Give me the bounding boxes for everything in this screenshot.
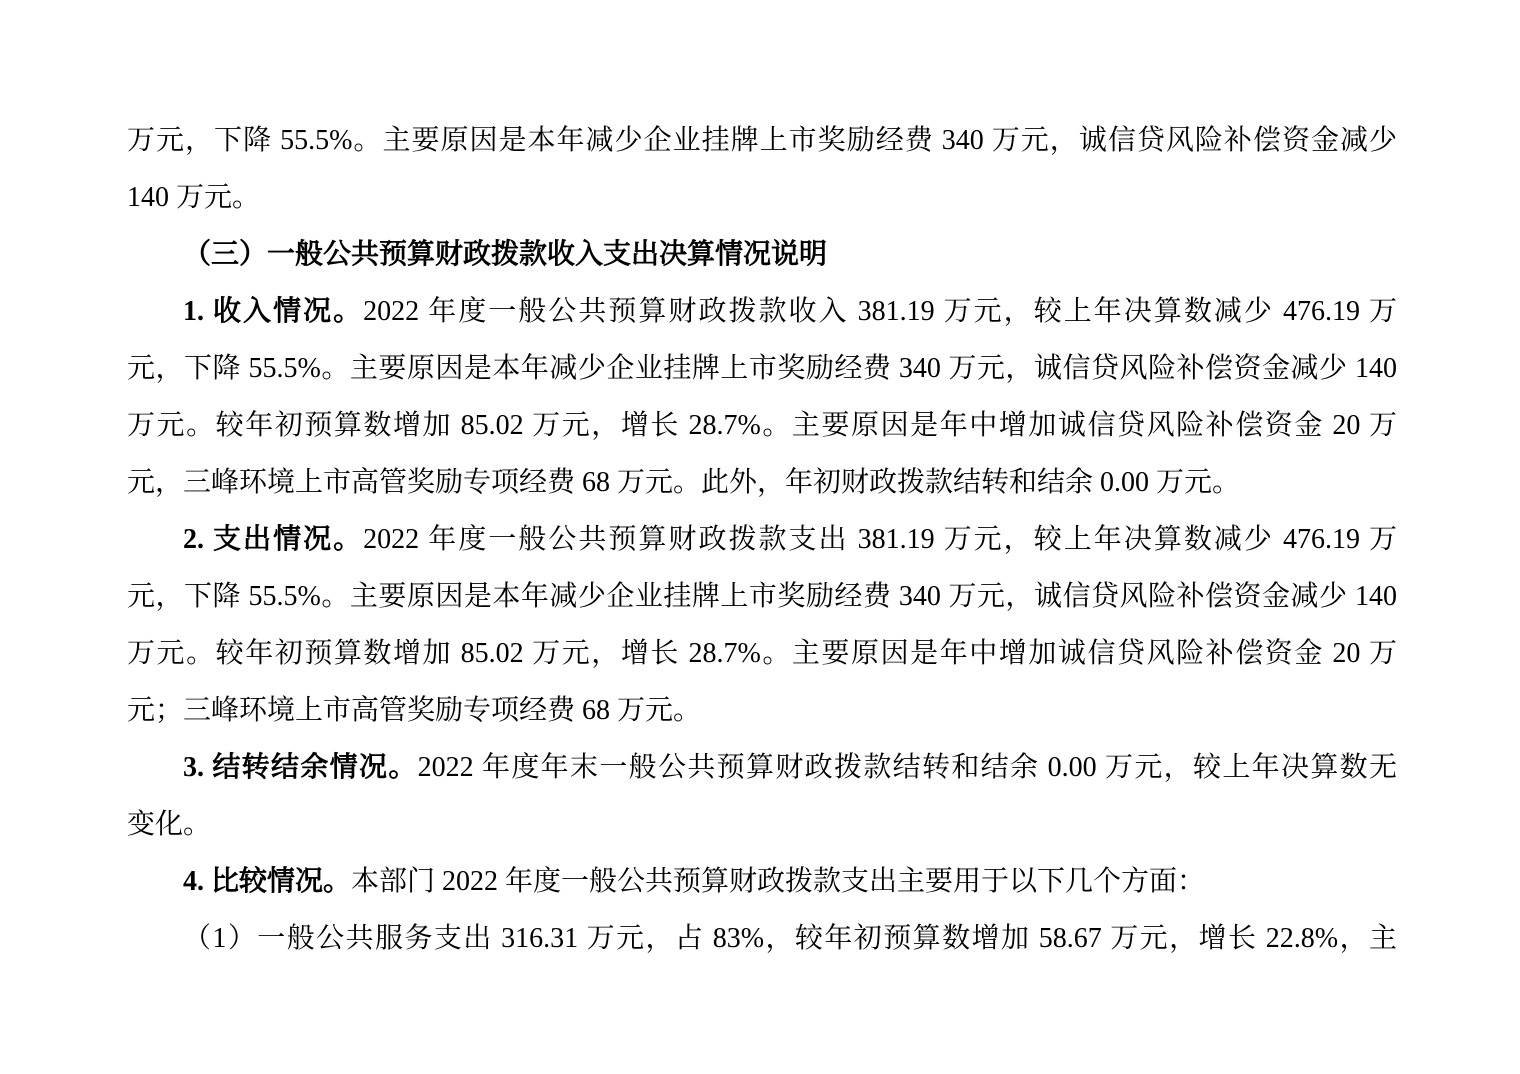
line-text: （1）一般公共服务支出 316.31 万元，占 83%，较年初预算数增加 58.67 万元，增长 22.8%，主 [183,923,1397,954]
paragraph-last-line [127,454,1397,511]
paragraph-line [127,340,1397,397]
paragraph-last-line [127,682,1397,739]
line-text: 元，三峰环境上市高管奖励专项经费 68 万元。此外，年初财政拨款结转和结余 0.00 万元。 [127,467,1241,498]
paragraph-last-line [127,796,1397,853]
paragraph-first-line [127,283,1397,340]
line-text: 万元。较年初预算数增加 85.02 万元，增长 28.7%。主要原因是年中增加诚信贷风险补偿资金 20 万 [127,410,1397,441]
line-text: 元，下降 55.5%。主要原因是本年减少企业挂牌上市奖励经费 340 万元，诚信贷风险补偿资金减少 140 [127,581,1397,612]
paragraph-lead: 4. 比较情况。 [183,866,352,897]
line-text: 2022 年度一般公共预算财政拨款支出 381.19 万元，较上年决算数减少 476.19 万 [363,524,1397,555]
document-body [127,112,1397,967]
paragraph-line [127,568,1397,625]
paragraph-lead: 1. 收入情况。 [183,296,364,327]
paragraph-first-line [127,853,1397,910]
paragraph-first-line [127,739,1397,796]
line-text: 2022 年度一般公共预算财政拨款收入 381.19 万元，较上年决算数减少 476.19 万 [363,296,1397,327]
paragraph-lead: 2. 支出情况。 [183,524,364,555]
line-text: 2022 年度年末一般公共预算财政拨款结转和结余 0.00 万元，较上年决算数无 [417,752,1397,783]
line-text: 本部门 2022 年度一般公共预算财政拨款支出主要用于以下几个方面： [351,866,1206,897]
line-text: 140 万元。 [127,182,261,213]
line-text: 变化。 [127,809,212,840]
paragraph-last-line [127,169,1397,226]
line-text: 元；三峰环境上市高管奖励专项经费 68 万元。 [127,695,702,726]
heading-text: （三）一般公共预算财政拨款收入支出决算情况说明 [183,239,828,270]
paragraph-line [127,625,1397,682]
line-text: 万元，下降 55.5%。主要原因是本年减少企业挂牌上市奖励经费 340 万元，诚信贷风险补偿资金减少 [127,125,1397,156]
paragraph-first-line [127,511,1397,568]
line-text: 万元。较年初预算数增加 85.02 万元，增长 28.7%。主要原因是年中增加诚信贷风险补偿资金 20 万 [127,638,1397,669]
section-heading [127,226,1397,283]
paragraph-continuation-line [127,112,1397,169]
paragraph-first-line [127,910,1397,967]
line-text: 元，下降 55.5%。主要原因是本年减少企业挂牌上市奖励经费 340 万元，诚信贷风险补偿资金减少 140 [127,353,1397,384]
paragraph-lead: 3. 结转结余情况。 [183,752,418,783]
paragraph-line [127,397,1397,454]
